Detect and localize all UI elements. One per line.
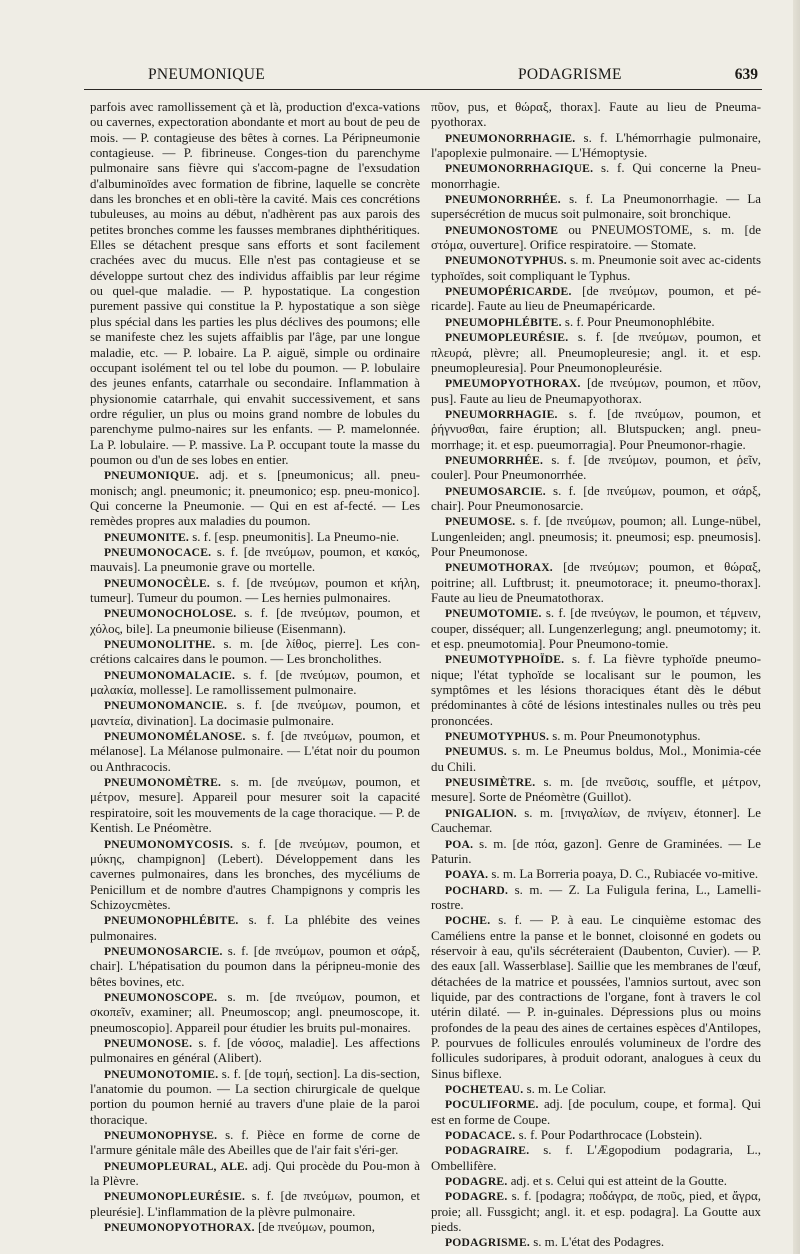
dictionary-entry — [431, 161, 761, 192]
dictionary-entry — [431, 606, 761, 652]
dictionary-entry — [431, 729, 761, 744]
entry-headword: PNEUMONITE. — [104, 530, 189, 544]
dictionary-entry — [90, 837, 420, 914]
dictionary-entry — [431, 100, 761, 131]
entry-headword: PNEUMOPLEURÉSIE. — [445, 331, 569, 345]
dictionary-entry — [431, 775, 761, 806]
entry-headword: PODAGRISME. — [445, 1236, 530, 1250]
dictionary-entry — [431, 453, 761, 484]
entry-headword: PNEUMONOMANCIE. — [104, 699, 228, 713]
dictionary-entry — [431, 484, 761, 515]
entry-headword: PNEUMONOMYCOSIS. — [104, 837, 234, 851]
dictionary-entry — [90, 729, 420, 775]
dictionary-entry — [90, 606, 420, 637]
entry-definition: s. m. Pneumonie soit avec ac-cidents typhoïdes, soit compliquant le Typhus. — [431, 253, 761, 283]
entry-definition: s. f. [de πνεύμων, poumon, et σάρξ, chair]. Pour Pneumonosarcie. — [431, 483, 761, 513]
dictionary-entry — [431, 376, 761, 407]
right-column — [431, 100, 761, 1251]
dictionary-entry — [431, 1189, 761, 1235]
dictionary-entry — [431, 1174, 761, 1189]
dictionary-entry — [431, 1143, 761, 1174]
entry-headword: PNEUMOTOMIE. — [445, 607, 542, 621]
entry-definition: adj. et s. [pneumonicus; all. pneu-monisch; angl. pneumonic; it. pneumonico; esp. pneu-monico]. Qui concerne la Pneumonie. — Qui en est af-fecté. — Les remèdes propres aux maladies du poumon. — [90, 468, 420, 529]
entry-definition: s. f. L'Ægopodium podagraria, L., Ombellifère. — [431, 1143, 761, 1173]
entry-headword: POCHARD. — [445, 883, 509, 897]
entry-definition: s. f. [de πνεύμων, poumon, et pleurésie]. L'inflammation de la plèvre pulmonaire. — [90, 1189, 420, 1219]
entry-definition: s. m. [de πνεύμων, poumon, et μέτρον, mesure]. Appareil pour mesurer soit la capacité respiratoire, soit les mouvements de la cage thoracique. — P. de Kentish. Le Pnéomètre. — [90, 775, 420, 836]
entry-headword: PNEUMOPLEURAL, ALE. — [104, 1159, 248, 1173]
entry-definition: s. f. — P. à eau. Le cinquième estomac des Caméliens entre la panse et le bonnet, cloisonné en godets ou réservoir à eau, qu'ils sécréteraient (Daubenton, Cuvier). — P. des eaux [all. Wasserblase]. Saillie que les membranes de l'œuf, détachées de la matrice et poussées, l'amnios surtout, avec son liquide, par des contractions de l'organe, font à travers le col utérin dilaté. — P. in-guinales. Dépressions plus ou moins profondes de la peau des aines de certaines espèces d'Antilopes, P. pourvues de follicules enroulés volumineux de l'ordre des follicules sudoripares, à produit odorant, analogues à ceux du Sinus biflexe. — [431, 913, 761, 1081]
dictionary-entry — [431, 744, 761, 775]
entry-definition: s. f. Pour Pneumonophlébite. — [561, 314, 715, 329]
dictionary-entry — [431, 315, 761, 330]
entry-headword: POA. — [445, 837, 474, 851]
dictionary-entry — [431, 883, 761, 914]
dictionary-entry — [431, 652, 761, 729]
entry-definition: ou PNEUMOSTOME, s. m. [de στόμα, ouverture]. Orifice respiratoire. — Stomate. — [431, 222, 761, 253]
entry-definition: s. f. La fièvre typhoïde pneumo-nique; l'état typhoïde se localisant sur le poumon, les symptômes et les lésions thoraciques étant dès le début prédominantes à côté de lésions intestinales nulles ou très peu prononcées. — [431, 652, 761, 728]
entry-headword: PNEUMONORRHAGIQUE. — [445, 162, 594, 176]
running-header — [0, 62, 800, 92]
dictionary-entry — [90, 468, 420, 529]
entry-headword: PNEUMORRHÉE. — [445, 453, 544, 467]
entry-headword: PODAGRAIRE. — [445, 1144, 530, 1158]
dictionary-entry — [431, 560, 761, 606]
entry-definition: adj. Qui procède du Pou-mon à la Plèvre. — [90, 1158, 420, 1189]
entry-headword: PNEUMONOMALACIE. — [104, 668, 236, 682]
entry-definition: s. m. Le Coliar. — [523, 1082, 607, 1096]
dictionary-entry — [90, 990, 420, 1036]
entry-definition: adj. et s. Celui qui est atteint de la Goutte. — [507, 1174, 727, 1189]
entry-definition: s. f. L'hémorrhagie pulmonaire, l'apoplexie pulmonaire. — L'Hémoptysie. — [431, 130, 761, 161]
dictionary-entry — [90, 637, 420, 668]
entry-headword: PNEUMONOCÈLE. — [104, 576, 210, 590]
entry-definition: s. m. [πνιγαλίων, de πνίγειν, étonner]. Le Cauchemar. — [431, 805, 761, 836]
header-right-word: PODAGRISME — [518, 66, 622, 83]
header-left-word: PNEUMONIQUE — [148, 66, 265, 83]
dictionary-entry — [90, 775, 420, 836]
entry-headword: POAYA. — [445, 868, 489, 882]
entry-definition: [de πνεύμων; poumon, et θώραξ, poitrine; all. Luftbrust; it. pneumotorace; it. pneumo-thorax]. Faute au lieu de Pneumatothorax. — [431, 560, 761, 605]
dictionary-entry — [90, 944, 420, 990]
entry-definition: s. f. [de πνεύγων, le poumon, et τέμνειν, couper, disséquer; all. Lungenzerlegung; angl. pneumotomy; it. et esp. pneumotomia]. Pour Pneumono-tomie. — [431, 606, 761, 652]
entry-definition: s. f. [de πνεύμων, poumon, et χόλος, bile]. La pneumonie bilieuse (Eisenmann). — [90, 606, 420, 636]
dictionary-entry — [90, 1189, 420, 1220]
entry-definition: [de πνεύμων, poumon, et pé-ricarde]. Faute au lieu de Pneumapéricarde. — [431, 284, 761, 314]
entry-definition: s. m. [de πνεύμων, poumon, et σκοπεῖν, examiner; all. Pneumoscop; angl. pneumoscope, it. pneumoscopio]. Appareil pour étudier les bruits pul-monaires. — [90, 989, 420, 1035]
entry-definition: adj. [de poculum, coupe, et forma]. Qui est en forme de Coupe. — [431, 1097, 761, 1127]
entry-definition: s. m. Pour Pneumonotyphus. — [549, 729, 701, 744]
entry-headword: PNEUMONOMÈTRE. — [104, 776, 222, 790]
entry-headword: PODACACE. — [445, 1129, 516, 1143]
entry-headword: PNEUMONOPHLÉBITE. — [104, 914, 239, 928]
entry-headword: PNEUMONORRHÉE. — [445, 193, 561, 207]
entry-headword: PNEUMONOMÉLANOSE. — [104, 730, 246, 744]
dictionary-entry — [431, 1128, 761, 1143]
entry-definition: s. f. [de πνεύμων, poumon, et πλευρά, plèvre; all. Pneumopleuresie; angl. it. et esp. pneumopleuresia]. Pour Pneumonopleurésie. — [431, 330, 761, 375]
dictionary-entry — [431, 1097, 761, 1128]
entry-definition: s. f. [podagra; ποδάγρα, de ποῦς, pied, et ἄγρα, proie; all. Fussgicht; angl. it. et esp. podagra]. La Goutte aux pieds. — [431, 1189, 761, 1235]
entry-definition: s. f. [de πνεύμων, poumon, et κακός, mauvais]. La pneumonie grave ou mortelle. — [90, 544, 420, 575]
entry-definition: s. f. La phlébite des veines pulmonaires. — [90, 913, 420, 943]
entry-definition: s. f. [de πνεύμων, poumon; all. Lunge-nübel, Lungenleiden; angl. pneumosis; it. pneumosi; esp. pneumosis]. Pour Pneumonose. — [431, 514, 761, 559]
entry-headword: PODAGRE. — [445, 1190, 508, 1204]
entry-headword: PNEUMOSE. — [445, 515, 516, 529]
dictionary-entry — [90, 1128, 420, 1159]
entry-headword: PNEUMOTYPHOÏDE. — [445, 653, 565, 667]
entry-headword: PNEUSIMÈTRE. — [445, 776, 536, 790]
entry-definition: πῦον, pus, et θώραξ, thorax]. Faute au lieu de Pneuma-pyothorax. — [431, 100, 761, 130]
entry-headword: POCHE. — [445, 914, 491, 928]
entry-headword: PNEUMONORRHAGIE. — [445, 131, 576, 145]
dictionary-entry — [90, 576, 420, 607]
entry-definition: s. f. [esp. pneumonitis]. La Pneumo-nie. — [188, 529, 400, 544]
dictionary-entry — [431, 514, 761, 560]
dictionary-entry — [431, 330, 761, 376]
entry-definition: s. f. [de πνεύμων, poumon, et μαντεία, divination]. La docimasie pulmonaire. — [90, 698, 420, 728]
entry-definition: s. m. L'état des Podagres. — [529, 1235, 665, 1250]
entry-definition: s. f. [de πνεύμων, poumon, et μύκης, champignon] (Lebert). Développement dans les cavernes pulmonaires, dans les bronches, des mycéliums de Penicillum et de nombre d'autres Champignons y compris les Schizoycmètes. — [90, 836, 420, 912]
dictionary-entry — [90, 1220, 420, 1235]
entry-headword: POCULIFORME. — [445, 1098, 539, 1112]
entry-headword: PNEUMONOLITHE. — [104, 638, 216, 652]
dictionary-entry — [431, 407, 761, 453]
entry-headword: PNEUMONOPHYSE. — [104, 1129, 218, 1143]
dictionary-entry — [90, 913, 420, 944]
dictionary-entry — [90, 530, 420, 545]
entry-headword: PNEUMOTHORAX. — [445, 561, 553, 575]
entry-headword: PNEUMONOCHOLOSE. — [104, 607, 237, 621]
page-number: 639 — [734, 66, 758, 83]
entry-headword: PNEUMUS. — [445, 745, 507, 759]
entry-headword: PNIGALION. — [445, 806, 517, 820]
entry-definition: s. f. [de νόσος, maladie]. Les affections pulmonaires en général (Alibert). — [90, 1035, 420, 1066]
entry-headword: PNEUMONOPLEURÉSIE. — [104, 1190, 246, 1204]
dictionary-entry — [431, 913, 761, 1082]
entry-definition: s. f. [de πνεύμων, poumon, et ῥεῖν, couler]. Pour Pneumonorrhée. — [431, 452, 761, 483]
dictionary-entry — [431, 253, 761, 284]
entry-headword: PNEUMONIQUE. — [104, 469, 199, 483]
entry-headword: PODAGRE. — [445, 1175, 508, 1189]
entry-headword: PNEUMOPHLÉBITE. — [445, 315, 562, 329]
entry-headword: PNEUMORRHAGIE. — [445, 407, 558, 421]
entry-definition: s. f. [de πνεύμων, poumon, et ῥήγνυσθαι, faire éruption; all. Blutspucken; angl. pneu-morrhage; it. et esp. pueumorragia]. Pour Pneumonor-rhagie. — [431, 406, 761, 452]
dictionary-entry — [90, 545, 420, 576]
dictionary-entry — [431, 192, 761, 223]
entry-headword: PNEUMONOSCOPE. — [104, 990, 218, 1004]
dictionary-entry — [431, 837, 761, 868]
entry-headword: PNEUMONOPYOTHORAX. — [104, 1221, 255, 1235]
entry-definition: s. m. [de πνεῦσις, souffle, et μέτρον, mesure]. Sorte de Pnéomètre (Guillot). — [431, 775, 761, 805]
entry-headword: PNEUMONOTOMIE. — [104, 1067, 219, 1081]
dictionary-entry — [431, 223, 761, 254]
left-column — [90, 100, 420, 1235]
dictionary-entry — [90, 100, 420, 468]
entry-headword: PNEUMOTYPHUS. — [445, 730, 550, 744]
entry-definition: [de πνεύμων, poumon, et πῦον, pus]. Faute au lieu de Pneumapyothorax. — [431, 376, 761, 406]
entry-definition: s. f. [de πνεύμων, poumon et σάρξ, chair]. L'hépatisation du poumon dans la péripneu-monie des bêtes bovines, etc. — [90, 943, 420, 989]
entry-definition: s. m. [de λίθος, pierre]. Les con-crétions calcaires dans le poumon. — Les broncholithes. — [90, 637, 420, 667]
entry-headword: PNEUMONOSTOME — [445, 223, 559, 237]
dictionary-entry — [90, 1159, 420, 1190]
dictionary-entry — [90, 1067, 420, 1128]
entry-definition: s. m. — Z. La Fuligula ferina, L., Lamelli-rostre. — [431, 882, 761, 912]
header-rule — [84, 89, 762, 90]
dictionary-entry — [431, 867, 761, 882]
entry-definition: s. f. [de πνεύμων, poumon, et μαλακία, mollesse]. Le ramollissement pulmonaire. — [90, 667, 420, 698]
entry-definition: s. f. Qui concerne la Pneu-monorrhagie. — [431, 161, 761, 191]
dictionary-entry — [431, 131, 761, 162]
entry-definition: [de πνεύμων, poumon, — [254, 1220, 375, 1235]
page-crease — [793, 0, 800, 1254]
entry-headword: POCHETEAU. — [445, 1083, 524, 1096]
dictionary-entry — [90, 668, 420, 699]
entry-definition: s. m. [de πόα, gazon]. Genre de Graminées. — Le Paturin. — [431, 836, 761, 866]
entry-headword: PNEUMONOSARCIE. — [104, 944, 223, 958]
entry-definition: s. m. Le Pneumus boldus, Mol., Monimia-cée du Chili. — [431, 744, 761, 774]
entry-headword: PNEUMONOSE. — [104, 1036, 193, 1050]
dictionary-entry — [431, 806, 761, 837]
dictionary-entry — [431, 284, 761, 315]
dictionary-entry — [431, 1082, 761, 1097]
entry-definition: s. f. Pièce en forme de corne de l'armure génitale mâle des Abeilles que de l'air fait s'éri-ger. — [90, 1128, 420, 1158]
dictionary-entry — [90, 698, 420, 729]
entry-definition: s. f. La Pneumonorrhagie. — La supersécrétion de mucus soit pulmonaire, soit bronchique. — [431, 192, 761, 222]
entry-definition: s. m. La Borreria poaya, D. C., Rubiacée vo-mitive. — [488, 867, 759, 882]
entry-headword: PMEUMOPYOTHORAX. — [445, 377, 581, 391]
dictionary-entry — [90, 1036, 420, 1067]
entry-headword: PNEUMOSARCIE. — [445, 484, 546, 498]
entry-definition: s. f. Pour Podarthrocace (Lobstein). — [515, 1128, 703, 1143]
entry-headword: PNEUMONOTYPHUS. — [445, 254, 567, 268]
dictionary-entry — [431, 1235, 761, 1250]
entry-definition: parfois avec ramollissement çà et là, production d'exca-vations ou cavernes, expectoration abondante et mort au bout de peu de mois. — P. contagieuse des bêtes à cornes. La Péripneumonie contagieuse. — P. fibrineuse. Conges-tion du parenchyme pulmonaire sans fièvre qui s'accom-pagne de l'exsudation d'albuminoïdes avec formation de fibrine, laquelle se concrète dans les bronches et en obli-tère la cavité. Mais ces concrétions tubuleuses, au moins au début, n'adhèrent pas aux parois des petites bronches comme les fausses membranes diphthéritiques. Elles se détachent presque sans efforts et sont facilement crachées avec du mucus. Elle n'est pas contagieuse et se développe surtout chez des individus affaiblis par leur régime ou quel-que maladie. — P. hypostatique. La congestion purement passive qui constitue la P. hypostatique a son siège plus spécial dans les parties les plus déclives des poumons; elle se manifeste chez les sujets affaiblis par l'âge, par une longue maladie, etc. — P. lobaire. La P. aiguë, simple ou ordinaire occupant isolément tel ou tel lobe du poumon. — P. lobulaire des jeunes enfants, catarrhale ou secondaire. Inflammation à physionomie catarrhale, qui envahit successivement, et sans ordre régulier, un plus ou moins grand nombre de lobules du parenchyme pulmo-naires sur les enfants. — P. mamelonnée. La P. lobulaire. — P. massive. La P. occupant toute la masse du poumon ou d'un de ses lobes en entier. — [90, 100, 420, 467]
entry-definition: s. f. [de πνεύμων, poumon, et mélanose]. La Mélanose pulmonaire. — L'état noir du poumon ou Anthracocis. — [90, 729, 420, 774]
entry-headword: PNEUMOPÉRICARDE. — [445, 285, 572, 299]
entry-definition: s. f. [de τομή, section]. La dis-section, l'anatomie du poumon. — La section chirurgicale de quelque portion du poumon hernié au travers d'une plaie de la paroi thoracique. — [90, 1066, 420, 1127]
entry-definition: s. f. [de πνεύμων, poumon et κήλη, tumeur]. Tumeur du poumon. — Les hernies pulmonaires. — [90, 575, 420, 605]
entry-headword: PNEUMONOCACE. — [104, 545, 212, 559]
